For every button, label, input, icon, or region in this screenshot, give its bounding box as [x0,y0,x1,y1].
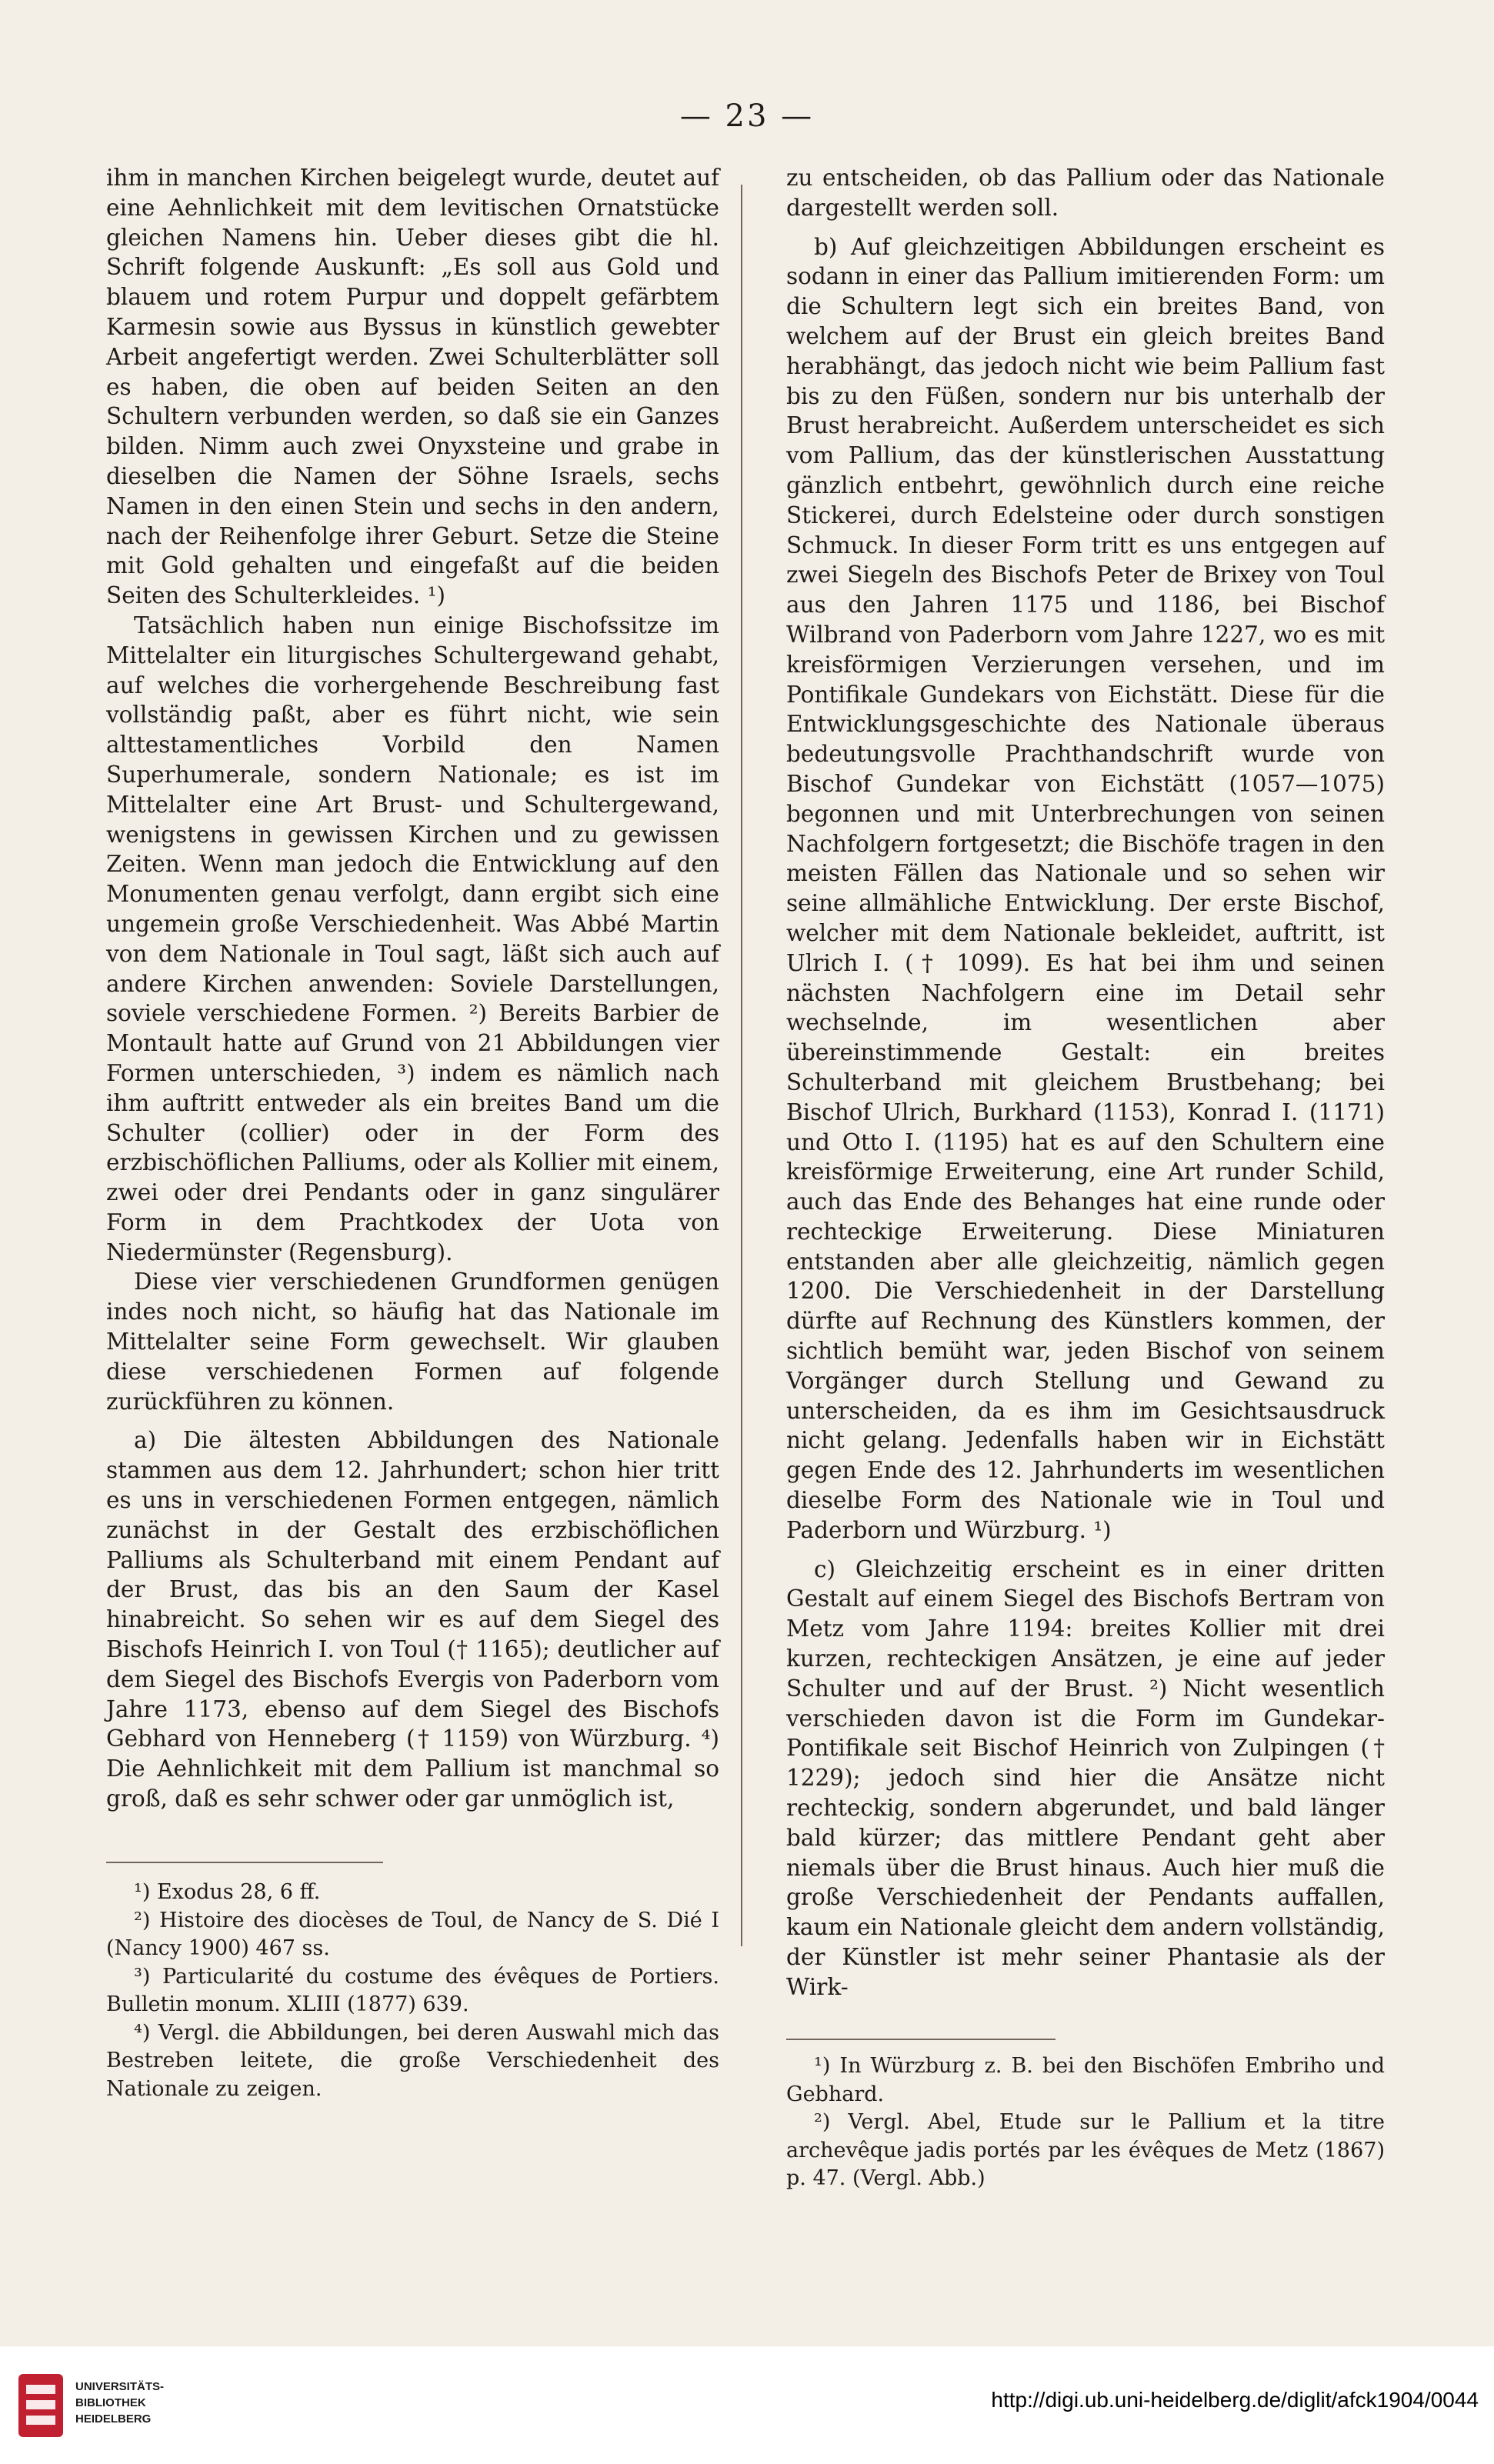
paragraph: a) Die ältesten Abbildungen des Nationale stammen aus dem 12. Jahrhundert; schon hier tritt es uns in verschiedenen Formen entgegen, nämlich zunächst in der Gestalt des erzbischöflichen Palliums als Schulterband mit einem Pendant auf der Brust, das bis an den Saum der Kasel hinabreicht. So sehen wir es auf dem Siegel des Bischofs Heinrich I. von Toul († 1165); deutlicher auf dem Siegel des Bischofs Evergis von Paderborn vom Jahre 1173, ebenso auf dem Siegel des Bischofs Gebhard von Henneberg († 1159) von Würzburg. ⁴) Die Aehnlichkeit mit dem Pallium ist manchmal so groß, daß es sehr schwer oder gar unmöglich ist, [106,1427,719,1812]
library-logo[interactable] [15,2371,169,2440]
logo-line: BIBLIOTHEK [75,2396,146,2409]
footnote-rule [786,2039,1055,2040]
footnote: ²) Vergl. Abel, Etude sur le Pallium et la titre archevêque jadis portés par les évêques de Metz (1867) p. 47. (Vergl. Abb.) [786,2110,1385,2190]
page-number: — 23 — [679,98,815,134]
library-seal-icon [15,2371,66,2440]
paragraph: c) Gleichzeitig erscheint es in einer dritten Gestalt auf einem Siegel des Bischofs Bertram von Metz vom Jahre 1194: breites Kollier mit drei kurzen, rechteckigen Ansätzen, je eine auf jeder Schulter und auf der Brust. ²) Nicht wesentlich verschieden davon ist die Form im Gundekar-Pontifikale seit Bischof Heinrich von Zulpingen († 1229); jedoch sind hier die Ansätze nicht rechteckig, sondern abgerundet, und bald länger bald kürzer; das mittlere Pendant geht aber niemals über die Brust hinaus. Auch hier muß die große Verschiedenheit der Pendants auffallen, kaum ein Nationale gleicht dem andern vollständig, der Künstler ist mehr seiner Phantasie als der Wirk- [786,1555,1385,2000]
footnote: ⁴) Vergl. die Abbildungen, bei deren Auswahl mich das Bestreben leitete, die große Verschiedenheit des Nationale zu zeigen. [106,2020,719,2101]
left-footnotes [106,1879,719,2103]
left-column [106,163,719,1814]
source-url-link[interactable]: http://digi.ub.uni-heidelberg.de/diglit/afck1904/0044 [991,2388,1479,2412]
paragraph: Diese vier verschiedenen Grundformen genügen indes noch nicht, so häufig hat das Nationale im Mittelalter seine Form gewechselt. Wir glauben diese verschiedenen Formen auf folgende zurückführen zu können. [106,1269,719,1415]
footnote: ¹) Exodus 28, 6 ff. [134,1880,321,1904]
footnote: ²) Histoire des diocèses de Toul, de Nancy de S. Dié I (Nancy 1900) 467 ss. [106,1908,719,1960]
right-column [786,163,1385,2002]
right-footnotes [786,2052,1385,2193]
footnote: ¹) In Würzburg z. B. bei den Bischöfen Embriho und Gebhard. [786,2054,1385,2106]
library-name [75,2379,164,2427]
paragraph: Tatsächlich haben nun einige Bischofssitze im Mittelalter ein liturgisches Schultergewand gehabt, auf welches die vorhergehende Beschreibung fast vollständig paßt, aber es führt nicht, wie sein alttestamentliches Vorbild den Namen Superhumerale, sondern Nationale; es ist im Mittelalter eine Art Brust- und Schultergewand, wenigstens in gewissen Kirchen und zu gewissen Zeiten. Wenn man jedoch die Entwicklung auf den Monumenten genau verfolgt, dann ergibt sich eine ungemein große Verschiedenheit. Was Abbé Martin von dem Nationale in Toul sagt, läßt sich auch auf andere Kirchen anwenden: Soviele Darstellungen, soviele verschiedene Formen. ²) Bereits Barbier de Montault hatte auf Grund von 21 Abbildungen vier Formen unterschieden, ³) indem es nämlich nach ihm auftritt entweder als ein breites Band um die Schulter (collier) oder in der Form des erzbischöflichen Palliums, oder als Kollier mit einem, zwei oder drei Pendants oder in ganz singulärer Form in dem Prachtkodex der Uota von Niedermünster (Regensburg). [106,612,719,1265]
footnote-rule [106,1862,383,1863]
paragraph: ihm in manchen Kirchen beigelegt wurde, deutet auf eine Aehnlichkeit mit dem levitischen Ornatstücke gleichen Namens hin. Ueber dieses gibt die hl. Schrift folgende Auskunft: „Es soll aus Gold und blauem und rotem Purpur und doppelt gefärbtem Karmesin sowie aus Byssus in künstlich gewebter Arbeit angefertigt werden. Zwei Schulterblätter soll es haben, die oben auf beiden Seiten an den Schultern verbunden werden, so daß sie ein Ganzes bilden. Nimm auch zwei Onyxsteine und grabe in dieselben die Namen der Söhne Israels, sechs Namen in den einen Stein und sechs in den andern, nach der Reihenfolge ihrer Geburt. Setze die Steine mit Gold gehalten und eingefaßt auf die beiden Seiten des Schulterkleides. ¹) [106,165,719,609]
footnote: ³) Particularité du costume des évêques de Portiers. Bulletin monum. XLIII (1877) 639. [106,1964,719,2016]
paragraph: zu entscheiden, ob das Pallium oder das Nationale dargestellt werden soll. [786,165,1385,221]
paragraph: b) Auf gleichzeitigen Abbildungen erscheint es sodann in einer das Pallium imitierenden Form: um die Schultern legt sich ein breites Band, von welchem auf der Brust ein gleich breites Band herabhängt, das jedoch nicht wie beim Pallium fast bis zu den Füßen, sondern nur bis unterhalb der Brust herabreicht. Außerdem unterscheidet es sich vom Pallium, das der künstlerischen Ausstattung gänzlich entbehrt, gewöhnlich durch eine reiche Stickerei, durch Edelsteine oder durch sonstigen Schmuck. In dieser Form tritt es uns entgegen auf zwei Siegeln des Bischofs Peter de Brixey von Toul aus den Jahren 1175 und 1186, bei Bischof Wilbrand von Paderborn vom Jahre 1227, wo es mit kreisförmigen Verzierungen versehen, und im Pontifikale Gundekars von Eichstätt. Diese für die Entwicklungsgeschichte des Nationale überaus bedeutungsvolle Prachthandschrift wurde von Bischof Gundekar von Eichstätt (1057—1075) begonnen und mit Unterbrechungen von seinen Nachfolgern fortgesetzt; die Bischöfe tragen in den meisten Fällen das Nationale und so sehen wir seine allmähliche Entwicklung. Der erste Bischof, welcher mit dem Nationale bekleidet, auftritt, ist Ulrich I. († 1099). Es hat bei ihm und seinen nächsten Nachfolgern eine im Detail sehr wechselnde, im wesentlichen aber übereinstimmende Gestalt: ein breites Schulterband mit gleichem Brustbehang; bei Bischof Ulrich, Burkhard (1153), Konrad I. (1171) und Otto I. (1195) hat es auf den Schultern eine kreisförmige Erweiterung, eine Art runder Schild, auch das Ende des Behanges hat eine runde oder rechteckige Erweiterung. Diese Miniaturen entstanden aber alle gleichzeitig, nämlich gegen 1200. Die Verschiedenheit in der Darstellung dürfte auf Rechnung des Künstlers kommen, der sichtlich bemüht war, jeden Bischof von seinem Vorgänger durch Stellung und Gewand zu unterscheiden, da es ihm im Gesichtsausdruck nicht gelang. Jedenfalls haben wir in Eichstätt gegen Ende des 12. Jahrhunderts im wesentlichen dieselbe Form des Nationale wie in Toul und Paderborn und Würzburg. ¹) [786,233,1385,1543]
column-divider [741,185,742,1946]
logo-line: UNIVERSITÄTS- [75,2380,165,2393]
logo-line: HEIDELBERG [75,2412,152,2426]
